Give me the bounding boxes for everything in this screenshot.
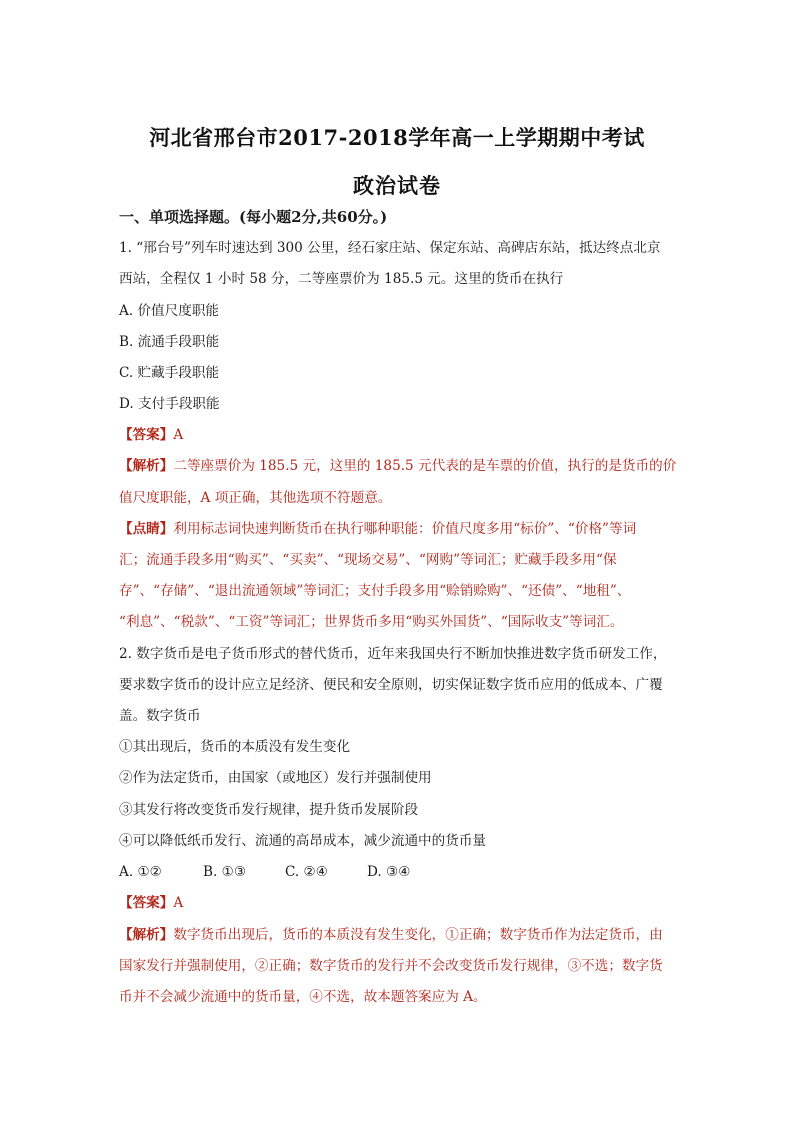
q1-analysis-text-1: 二等座票价为 185.5 元，这里的 185.5 元代表的是车票的价值，执行的是货币的价 <box>173 458 677 474</box>
q1-tip-line-3: 存”、“存储”、“退出流通领域”等词汇；支付手段多用“赊销赊购”、“还债”、“地租”、 <box>119 583 631 599</box>
q2-choice-d: D. ③④ <box>367 864 411 880</box>
q2-choice-c: C. ②④ <box>285 864 328 880</box>
q2-analysis-label: 【解析】 <box>119 927 174 943</box>
q2-answer-value: A <box>173 895 184 911</box>
q1-option-d: D. 支付手段职能 <box>119 396 220 412</box>
q1-option-c: C. 贮藏手段职能 <box>119 365 220 381</box>
q2-stem-line-2: 要求数字货币的设计应立足经济、便民和安全原则，切实保证数字货币应用的低成本、广覆 <box>119 677 663 693</box>
q2-analysis-line-3: 币并不会减少流通中的货币量，④不选，故本题答案应为 A。 <box>119 989 487 1005</box>
exam-subtitle: 政治试卷 <box>353 173 441 198</box>
q1-answer <box>119 425 699 445</box>
q2-item-4: ④可以降低纸币发行、流通的高昂成本，减少流通中的货币量 <box>119 833 487 849</box>
q1-tip-label: 【点睛】 <box>119 521 174 537</box>
q2-item-3: ③其发行将改变货币发行规律，提升货币发展阶段 <box>119 802 419 818</box>
q1-option-b: B. 流通手段职能 <box>119 334 220 350</box>
section-heading: 一、单项选择题。(每小题2分,共60分。) <box>119 208 388 226</box>
q2-choices <box>119 862 699 882</box>
q1-tip-text-1: 利用标志词快速判断货币在执行哪种职能：价值尺度多用“标价”、“价格”等词 <box>173 521 637 537</box>
q1-tip-line-1 <box>119 519 699 539</box>
q2-answer-label: 【答案】 <box>119 895 174 911</box>
q2-choice-a: A. ①② <box>119 864 162 880</box>
q2-item-1: ①其出现后，货币的本质没有发生变化 <box>119 739 351 755</box>
q2-stem-line-3: 盖。数字货币 <box>119 708 201 724</box>
q1-analysis-line-2: 值尺度职能，A 项正确，其他选项不符题意。 <box>119 490 392 506</box>
q1-tip-line-2: 汇；流通手段多用“购买”、“买卖”、“现场交易”、“网购”等词汇；贮藏手段多用“保 <box>119 552 617 568</box>
q1-option-a: A. 价值尺度职能 <box>119 303 220 319</box>
q1-stem-line-1: 1. “邢台号”列车时速达到 300 公里，经石家庄站、保定东站、高碑店东站，抵达终点北京 <box>119 240 661 256</box>
q1-tip-line-4: “利息”、“税款”、“工资”等词汇；世界货币多用“购买外国货”、“国际收支”等词汇。 <box>119 614 624 630</box>
q1-analysis-line-1 <box>119 456 699 476</box>
q2-analysis-text-1: 数字货币出现后，货币的本质没有发生变化，①正确；数字货币作为法定货币，由 <box>173 927 663 943</box>
q1-answer-value: A <box>173 427 184 443</box>
q2-answer <box>119 893 699 913</box>
q1-answer-label: 【答案】 <box>119 427 174 443</box>
q2-analysis-line-2: 国家发行并强制使用，②正确；数字货币的发行并不会改变货币发行规律，③不选；数字货 <box>119 958 663 974</box>
q2-stem-line-1: 2. 数字货币是电子货币形式的替代货币，近年来我国央行不断加快推进数字货币研发工作， <box>119 646 667 662</box>
q1-analysis-label: 【解析】 <box>119 458 174 474</box>
exam-title: 河北省邢台市2017-2018学年高一上学期期中考试 <box>149 125 645 150</box>
q1-stem-line-2: 西站，全程仅 1 小时 58 分，二等座票价为 185.5 元。这里的货币在执行 <box>119 271 564 287</box>
q2-item-2: ②作为法定货币，由国家（或地区）发行并强制使用 <box>119 770 432 786</box>
q2-choice-b: B. ①③ <box>203 864 247 880</box>
q2-analysis-line-1 <box>119 925 699 945</box>
